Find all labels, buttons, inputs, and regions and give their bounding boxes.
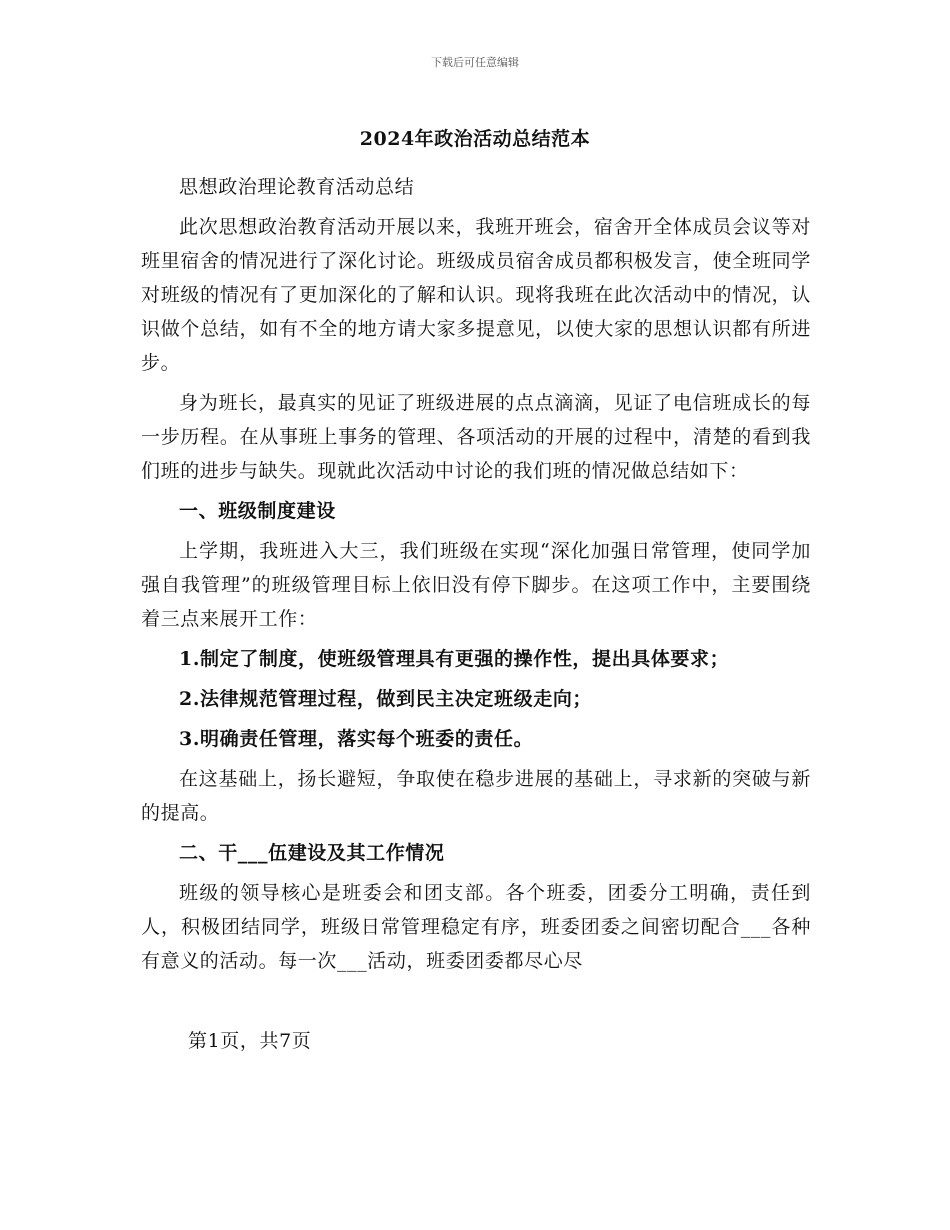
document-body bbox=[141, 170, 811, 984]
paragraph: 身为班长，最真实的见证了班级进展的点点滴滴，见证了电信班成长的每一步历程。在从事班上事务的管理、各项活动的开展的过程中，清楚的看到我们班的进步与缺失。现就此次活动中讨论的我们班的情况做总结如下： bbox=[141, 392, 811, 482]
paragraph: 上学期，我班进入大三，我们班级在实现“深化加强日常管理，使同学加强自我管理”的班级管理目标上依旧没有停下脚步。在这项工作中，主要围绕着三点来展开工作： bbox=[141, 540, 811, 630]
list-item-1: 1.制定了制度，使班级管理具有更强的操作性，提出具体要求； bbox=[179, 648, 730, 670]
list-item-3: 3.明确责任管理，落实每个班委的责任。 bbox=[179, 728, 534, 750]
section-heading-1: 一、班级制度建设 bbox=[179, 500, 336, 522]
paragraph: 此次思想政治教育活动开展以来，我班开班会，宿舍开全体成员会议等对班里宿舍的情况进行了深化讨论。班级成员宿舍成员都积极发言，使全班同学对班级的情况有了更加深化的了解和认识。现将我班在此次活动中的情况，认识做个总结，如有不全的地方请大家多提意见，以使大家的思想认识都有所进步。 bbox=[141, 216, 811, 374]
paragraph: 在这基础上，扬长避短，争取使在稳步进展的基础上，寻求新的突破与新的提高。 bbox=[141, 768, 811, 824]
paragraph-subtitle: 思想政治理论教育活动总结 bbox=[179, 176, 415, 198]
document-title: 2024年政治活动总结范本 bbox=[359, 128, 591, 150]
page-number: 第1页，共7页 bbox=[188, 1030, 312, 1052]
header-note: 下载后可任意编辑 bbox=[431, 56, 519, 69]
section-heading-2: 二、干___伍建设及其工作情况 bbox=[179, 842, 445, 864]
list-item-2: 2.法律规范管理过程，做到民主决定班级走向； bbox=[179, 688, 593, 710]
paragraph: 班级的领导核心是班委会和团支部。各个班委，团委分工明确，责任到人，积极团结同学，班级日常管理稳定有序，班委团委之间密切配合___各种有意义的活动。每一次___活动，班委团委都尽心尽 bbox=[141, 882, 811, 972]
